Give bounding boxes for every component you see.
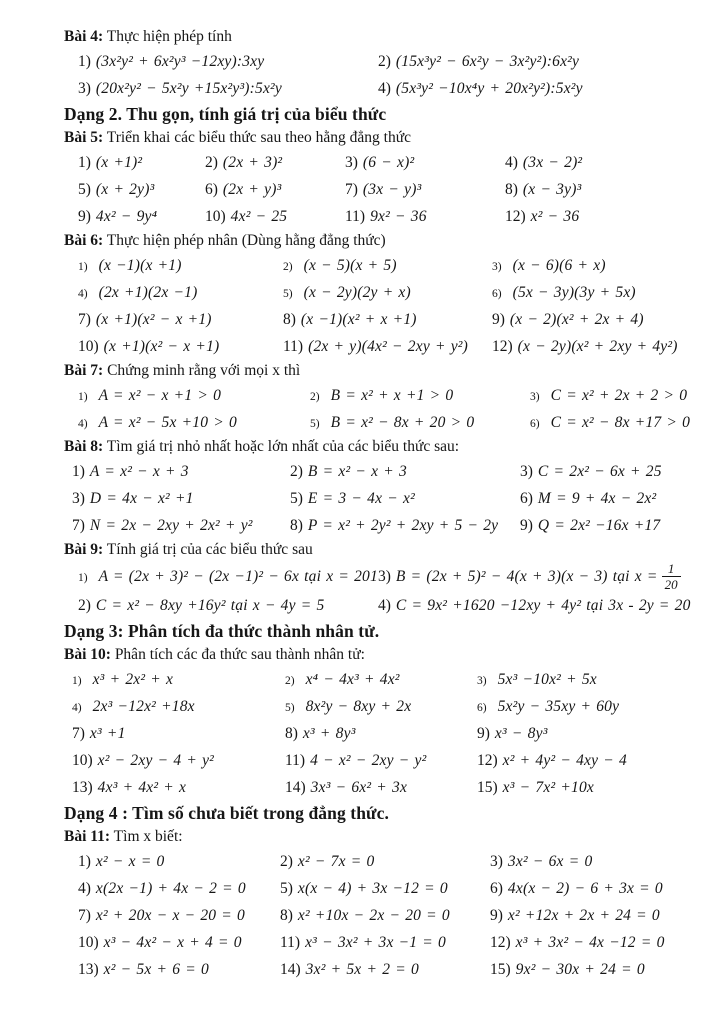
math-expression: 4x(x − 2) − 6 + 3x = 0 — [507, 879, 663, 897]
item-label: 2) — [78, 596, 91, 614]
item-label: 5) — [290, 489, 303, 507]
math-item — [520, 485, 686, 512]
exercise-grid — [64, 382, 691, 436]
math-expression: (x − 2y)(2y + x) — [303, 283, 411, 301]
math-item — [78, 409, 310, 436]
exercise-instructions: Tìm x biết: — [110, 828, 183, 845]
item-label: 1) — [78, 153, 91, 171]
math-expression: C = 9x² +1620 −12xy + 4y² tại 3x - 2y = 20 — [395, 596, 691, 614]
math-item — [78, 279, 283, 306]
math-item — [520, 512, 686, 539]
item-label: 1) — [72, 674, 82, 687]
exercise-heading — [64, 360, 686, 382]
math-item — [72, 747, 285, 774]
math-expression: (x − 2)(x² + 2x + 4) — [509, 310, 644, 328]
item-label: 8) — [280, 906, 293, 924]
math-expression: x² − 36 — [530, 207, 580, 225]
item-label: 2) — [310, 390, 320, 403]
math-expression: (x +1)² — [95, 153, 143, 171]
math-expression: (x − 6)(6 + x) — [512, 256, 606, 274]
item-label: 8) — [290, 516, 303, 534]
item-label: 13) — [72, 778, 93, 796]
exercise-title: Bài 7: — [64, 362, 104, 379]
math-expression: 4x² − 25 — [230, 207, 288, 225]
math-item — [490, 929, 686, 956]
exercise-title: Bài 10: — [64, 646, 111, 663]
exercise-instructions: Thực hiện phép nhân (Dùng hằng đẳng thức) — [103, 232, 386, 249]
item-label: 15) — [477, 778, 498, 796]
math-expression: x² +12x + 2x + 24 = 0 — [507, 906, 660, 924]
math-item — [345, 149, 505, 176]
item-label: 3) — [490, 852, 503, 870]
item-label: 9) — [490, 906, 503, 924]
fraction-denominator: 20 — [662, 576, 681, 592]
math-expression: (2x + y)(4x² − 2xy + y²) — [308, 337, 468, 355]
math-expression: B = x² − 8x + 20 > 0 — [330, 413, 475, 431]
item-label: 15) — [490, 960, 511, 978]
math-item — [477, 666, 686, 693]
math-item — [283, 279, 492, 306]
math-expression: x³ − 7x² +10x — [502, 778, 594, 796]
item-label: 9) — [520, 516, 533, 534]
math-item — [378, 75, 686, 102]
exercise-title: Bài 9: — [64, 541, 104, 558]
item-label: 6) — [205, 180, 218, 198]
item-label: 7) — [72, 516, 85, 534]
math-expression: x² − 5x + 6 = 0 — [103, 960, 209, 978]
math-expression: (x −1)(x +1) — [98, 256, 182, 274]
item-label: 2) — [205, 153, 218, 171]
worksheet-content — [64, 26, 691, 983]
item-label: 4) — [505, 153, 518, 171]
math-expression: 9x² − 30x + 24 = 0 — [515, 960, 645, 978]
math-expression: 4 − x² − 2xy − y² — [310, 751, 427, 769]
exercise-title: Bài 6: — [64, 232, 104, 249]
math-item — [505, 149, 686, 176]
math-expression: 3x² − 6x = 0 — [507, 852, 593, 870]
item-label: 1) — [78, 852, 91, 870]
math-item — [72, 693, 285, 720]
item-label: 14) — [285, 778, 306, 796]
math-expression: C = x² + 2x + 2 > 0 — [550, 386, 688, 404]
math-expression: x² +10x − 2x − 20 = 0 — [297, 906, 450, 924]
math-expression: 4x³ + 4x² + x — [97, 778, 187, 796]
math-item — [78, 203, 205, 230]
item-label: 12) — [477, 751, 498, 769]
item-label: 4) — [378, 596, 391, 614]
math-expression: (15x³y² − 6x²y − 3x²y²):6x²y — [395, 52, 580, 70]
exercise-instructions: Triển khai các biểu thức sau theo hằng đẳng thức — [103, 129, 411, 146]
exercise-instructions: Thực hiện phép tính — [103, 28, 232, 45]
item-label: 8) — [283, 310, 296, 328]
math-expression: C = x² − 8x +17 > 0 — [550, 413, 691, 431]
item-label: 12) — [492, 337, 513, 355]
math-item — [280, 956, 490, 983]
item-label: 3) — [378, 567, 391, 585]
math-expression: x(2x −1) + 4x − 2 = 0 — [95, 879, 246, 897]
math-item — [310, 409, 530, 436]
exercise-grid — [64, 561, 691, 619]
fraction-numerator: 1 — [667, 561, 675, 576]
math-item — [78, 306, 283, 333]
exercise-grid — [64, 252, 686, 360]
item-label: 1) — [72, 462, 85, 480]
item-label: 9) — [492, 310, 505, 328]
math-item — [78, 592, 378, 619]
exercise-grid — [64, 458, 686, 539]
math-item — [78, 149, 205, 176]
math-item — [477, 720, 686, 747]
math-expression: 3x³ − 6x² + 3x — [310, 778, 408, 796]
math-expression: B = (2x + 5)² − 4(x + 3)(x − 3) tại x = — [395, 567, 658, 585]
item-label: 8) — [285, 724, 298, 742]
math-expression: P = x² + 2y² + 2xy + 5 − 2y — [307, 516, 499, 534]
item-label: 12) — [490, 933, 511, 951]
exercise-heading — [64, 436, 686, 458]
math-item — [492, 252, 686, 279]
item-label: 10) — [205, 207, 226, 225]
math-item — [283, 252, 492, 279]
math-item — [280, 929, 490, 956]
math-expression: x² − 2xy − 4 + y² — [97, 751, 215, 769]
item-label: 8) — [505, 180, 518, 198]
math-item — [78, 848, 280, 875]
item-label: 10) — [78, 933, 99, 951]
item-label: 11) — [285, 751, 306, 769]
exercise-grid — [64, 848, 686, 983]
math-expression: C = 2x² − 6x + 25 — [537, 462, 662, 480]
item-label: 7) — [78, 906, 91, 924]
exercise-heading — [64, 644, 686, 666]
math-item — [378, 561, 691, 592]
math-item — [283, 306, 492, 333]
math-item — [205, 176, 345, 203]
item-label: 5) — [280, 879, 293, 897]
item-label: 2) — [280, 852, 293, 870]
math-expression: x³ + 3x² − 4x −12 = 0 — [515, 933, 665, 951]
math-expression: M = 9 + 4x − 2x² — [537, 489, 657, 507]
math-item — [72, 485, 290, 512]
math-item — [78, 875, 280, 902]
math-item — [280, 848, 490, 875]
item-label: 2) — [283, 260, 293, 273]
item-label: 7) — [72, 724, 85, 742]
item-label: 11) — [283, 337, 304, 355]
item-label: 1) — [78, 571, 88, 584]
math-item — [78, 561, 378, 592]
math-expression: (x − 5)(x + 5) — [303, 256, 397, 274]
math-item — [280, 875, 490, 902]
fraction — [662, 561, 681, 592]
math-expression: x³ − 4x² − x + 4 = 0 — [103, 933, 242, 951]
item-label: 5) — [283, 287, 293, 300]
math-expression: 3x² + 5x + 2 = 0 — [305, 960, 419, 978]
math-item — [378, 48, 686, 75]
math-expression: (x + 2y)³ — [95, 180, 155, 198]
math-item — [72, 458, 290, 485]
item-label: 7) — [78, 310, 91, 328]
math-item — [505, 203, 686, 230]
exercise-instructions: Chứng minh rằng với mọi x thì — [103, 362, 301, 379]
math-item — [477, 693, 686, 720]
math-item — [78, 956, 280, 983]
exercise-heading — [64, 127, 686, 149]
item-label: 3) — [78, 79, 91, 97]
math-item — [520, 458, 686, 485]
item-label: 10) — [72, 751, 93, 769]
exercise-heading — [64, 26, 686, 48]
math-expression: (3x²y² + 6x²y³ −12xy):3xy — [95, 52, 265, 70]
exercise-title: Bài 11: — [64, 828, 111, 845]
math-item — [490, 956, 686, 983]
item-label: 1) — [78, 390, 88, 403]
math-expression: (2x + 3)² — [222, 153, 283, 171]
math-expression: x³ +1 — [89, 724, 126, 742]
exercise-heading — [64, 539, 686, 561]
math-item — [492, 333, 686, 360]
math-expression: (x +1)(x² − x +1) — [95, 310, 212, 328]
math-expression: x³ + 2x² + x — [92, 670, 174, 688]
math-expression: A = x² − x + 3 — [89, 462, 189, 480]
item-label: 7) — [345, 180, 358, 198]
math-item — [283, 333, 492, 360]
math-expression: (3x − 2)² — [522, 153, 583, 171]
math-item — [477, 774, 686, 801]
math-item — [78, 75, 378, 102]
math-expression: (x − 3y)³ — [522, 180, 582, 198]
item-label: 4) — [78, 417, 88, 430]
item-label: 11) — [345, 207, 366, 225]
exercise-title: Bài 8: — [64, 438, 104, 455]
math-expression: 2x³ −12x² +18x — [92, 697, 195, 715]
math-item — [530, 409, 690, 436]
item-label: 10) — [78, 337, 99, 355]
math-expression: Q = 2x² −16x +17 — [537, 516, 661, 534]
math-expression: (20x²y² − 5x²y +15x²y³):5x²y — [95, 79, 282, 97]
section-heading: Dạng 2. Thu gọn, tính giá trị của biểu thức — [64, 104, 387, 124]
math-expression: 5x³ −10x² + 5x — [497, 670, 597, 688]
math-expression: (5x − 3y)(3y + 5x) — [512, 283, 636, 301]
item-label: 11) — [280, 933, 301, 951]
exercise-instructions: Tính giá trị của các biểu thức sau — [103, 541, 313, 558]
math-expression: x³ + 8y³ — [302, 724, 356, 742]
math-item — [378, 592, 691, 619]
item-label: 9) — [477, 724, 490, 742]
item-label: 14) — [280, 960, 301, 978]
math-item — [78, 48, 378, 75]
exercise-heading — [64, 826, 686, 848]
math-expression: (6 − x)² — [362, 153, 415, 171]
exercise-grid — [64, 149, 686, 230]
math-expression: (3x − y)³ — [362, 180, 422, 198]
math-item — [78, 176, 205, 203]
exercise-title: Bài 4: — [64, 28, 104, 45]
math-item — [285, 747, 477, 774]
math-item — [345, 176, 505, 203]
item-label: 6) — [490, 879, 503, 897]
math-expression: x² + 4y² − 4xy − 4 — [502, 751, 627, 769]
math-item — [72, 512, 290, 539]
math-expression: x⁴ − 4x³ + 4x² — [305, 670, 400, 688]
math-item — [345, 203, 505, 230]
math-expression: B = x² + x +1 > 0 — [330, 386, 454, 404]
math-item — [285, 720, 477, 747]
math-item — [78, 333, 283, 360]
math-expression: x² + 20x − x − 20 = 0 — [95, 906, 245, 924]
item-label: 6) — [492, 287, 502, 300]
math-item — [477, 747, 686, 774]
math-item — [72, 774, 285, 801]
item-label: 3) — [520, 462, 533, 480]
item-label: 3) — [345, 153, 358, 171]
math-item — [78, 929, 280, 956]
item-label: 3) — [530, 390, 540, 403]
math-expression: A = (2x + 3)² − (2x −1)² − 6x tại x = 201 — [98, 567, 378, 585]
math-item — [205, 149, 345, 176]
math-item — [78, 252, 283, 279]
math-item — [490, 902, 686, 929]
math-expression: D = 4x − x² +1 — [89, 489, 194, 507]
math-expression: 5x²y − 35xy + 60y — [497, 697, 620, 715]
math-item — [290, 512, 520, 539]
math-item — [505, 176, 686, 203]
math-expression: A = x² − 5x +10 > 0 — [98, 413, 237, 431]
math-expression: x(x − 4) + 3x −12 = 0 — [297, 879, 448, 897]
math-item — [285, 666, 477, 693]
exercise-title: Bài 5: — [64, 129, 104, 146]
math-expression: (2x + y)³ — [222, 180, 282, 198]
math-item — [490, 875, 686, 902]
math-item — [72, 720, 285, 747]
item-label: 3) — [477, 674, 487, 687]
item-label: 3) — [492, 260, 502, 273]
math-item — [78, 902, 280, 929]
math-expression: E = 3 − 4x − x² — [307, 489, 415, 507]
item-label: 4) — [378, 79, 391, 97]
math-expression: x³ − 8y³ — [494, 724, 548, 742]
math-expression: 8x²y − 8xy + 2x — [305, 697, 412, 715]
math-expression: (2x +1)(2x −1) — [98, 283, 198, 301]
math-item — [530, 382, 690, 409]
math-item — [72, 666, 285, 693]
exercise-heading — [64, 230, 686, 252]
math-item — [490, 848, 686, 875]
math-expression: (x − 2y)(x² + 2xy + 4y²) — [517, 337, 678, 355]
math-expression: A = x² − x +1 > 0 — [98, 386, 222, 404]
math-item — [285, 774, 477, 801]
math-expression: x³ − 3x² + 3x −1 = 0 — [305, 933, 446, 951]
item-label: 1) — [78, 260, 88, 273]
item-label: 2) — [378, 52, 391, 70]
item-label: 6) — [520, 489, 533, 507]
math-expression: C = x² − 8xy +16y² tại x − 4y = 5 — [95, 596, 325, 614]
math-expression: (x −1)(x² + x +1) — [300, 310, 417, 328]
item-label: 2) — [290, 462, 303, 480]
math-item — [310, 382, 530, 409]
item-label: 6) — [530, 417, 540, 430]
item-label: 2) — [285, 674, 295, 687]
math-item — [290, 458, 520, 485]
item-label: 4) — [72, 701, 82, 714]
math-expression: (5x³y² −10x⁴y + 20x²y²):5x²y — [395, 79, 583, 97]
math-expression: x² − 7x = 0 — [297, 852, 375, 870]
item-label: 3) — [72, 489, 85, 507]
math-expression: 4x² − 9y⁴ — [95, 207, 158, 225]
math-item — [492, 279, 686, 306]
item-label: 12) — [505, 207, 526, 225]
math-expression: (x +1)(x² − x +1) — [103, 337, 220, 355]
item-label: 4) — [78, 879, 91, 897]
item-label: 5) — [78, 180, 91, 198]
section-heading: Dạng 3: Phân tích đa thức thành nhân tử. — [64, 621, 380, 641]
exercise-instructions: Phân tích các đa thức sau thành nhân tử: — [110, 646, 365, 663]
item-label: 1) — [78, 52, 91, 70]
math-expression: N = 2x − 2xy + 2x² + y² — [89, 516, 253, 534]
item-label: 5) — [310, 417, 320, 430]
item-label: 9) — [78, 207, 91, 225]
math-item — [205, 203, 345, 230]
math-expression: x² − x = 0 — [95, 852, 165, 870]
item-label: 5) — [285, 701, 295, 714]
exercise-instructions: Tìm giá trị nhỏ nhất hoặc lớn nhất của các biểu thức sau: — [103, 438, 460, 455]
item-label: 6) — [477, 701, 487, 714]
math-item — [492, 306, 686, 333]
exercise-grid — [64, 48, 686, 102]
exercise-grid — [64, 666, 686, 801]
math-expression: 9x² − 36 — [370, 207, 427, 225]
math-item — [290, 485, 520, 512]
math-expression: B = x² − x + 3 — [307, 462, 407, 480]
section-heading: Dạng 4 : Tìm số chưa biết trong đẳng thức. — [64, 803, 390, 823]
math-item — [280, 902, 490, 929]
item-label: 13) — [78, 960, 99, 978]
item-label: 4) — [78, 287, 88, 300]
math-item — [285, 693, 477, 720]
math-item — [78, 382, 310, 409]
